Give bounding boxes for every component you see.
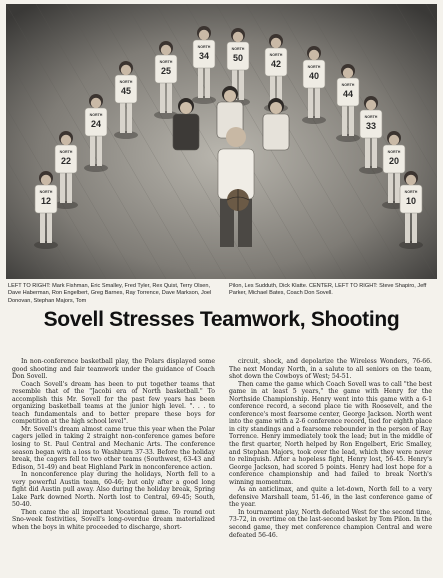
jersey-text: NORTH <box>341 83 355 87</box>
article-paragraph: As an anticlimax, and quite a let-down, North fell to a very defensive Marshall team, 51-46, in the last conference game of the year. <box>229 486 432 509</box>
jersey-number: 25 <box>160 66 172 76</box>
article-paragraph: In tournament play, North defeated West for the second time, 73-72, in overtime on the last-second basket by Tom Pilon. In the second game, they met conference champion Central and were defeated 56-46. <box>229 508 432 539</box>
jersey-number: 24 <box>90 119 102 129</box>
jersey-text: NORTH <box>364 115 378 119</box>
jersey-text: NORTH <box>197 45 211 49</box>
article-paragraph: Then came the all important Vocational game. To round out Sno-week festivities, Sovell's long-overdue dream materialized when the boys in white proceeded to discharge, short- <box>12 508 215 532</box>
photo-caption-left: LEFT TO RIGHT: Mark Fishman, Eric Smalley, Fred Tyler, Rex Quist, Terry Olsen, Dave Haberman, Ron Engelbert, Greg Barnes, Ray Torrence, Dave Markson, Joel Donovan, Stephan Majors, Tom <box>8 283 212 304</box>
jersey-number: 50 <box>232 53 244 63</box>
jersey-text: NORTH <box>39 190 53 194</box>
article-column-right <box>229 358 432 539</box>
jersey-number: 40 <box>308 71 320 81</box>
jersey-number: 33 <box>365 121 377 131</box>
jersey-text: NORTH <box>231 47 245 51</box>
jersey-number: 45 <box>120 86 132 96</box>
jersey-text: NORTH <box>89 113 103 117</box>
jersey-text: NORTH <box>387 150 401 154</box>
article-column-left <box>12 358 215 532</box>
article-headline: Sovell Stresses Teamwork, Shooting <box>43 308 400 331</box>
jersey-number: 20 <box>388 156 400 166</box>
article-paragraph: circuit, shock, and depolarize the Wireless Wonders, 76-66. The next Monday North, in a salute to all seniors on the team, shot down the Cowboys of West; 54-51. <box>229 358 432 381</box>
team-photo-illustration <box>6 4 437 279</box>
jersey-number: 22 <box>60 156 72 166</box>
jersey-number: 12 <box>40 196 52 206</box>
photo-caption-right: Pilon, Les Sudduth, Dick Klatte. CENTER, LEFT TO RIGHT: Steve Shapiro, Jeff Parker, Michael Bates, Coach Don Sovell. <box>229 283 427 297</box>
jersey-number: 10 <box>405 196 417 206</box>
jersey-text: NORTH <box>159 60 173 64</box>
jersey-number: 34 <box>198 51 210 61</box>
article-paragraph: Coach Sovell's dream has been to put together teams that resemble that of the "Jacobi era of North basketball." To accomplish this Mr. Sovell for the past few years has been organizing basketball teams at the junior high level. ". . . to teach fundamentals and to better prepare these boys for competition at the high school level". <box>12 380 215 426</box>
jersey-text: NORTH <box>307 65 321 69</box>
jersey-number: 42 <box>270 59 282 69</box>
jersey-text: NORTH <box>119 80 133 84</box>
article-paragraph: Then came the game which Coach Sovell was to call "the best game in at least 5 years," the game with Henry for the Northside Championship. Henry went into this game with a 6-1 conference record, a second place tie with Roosevelt, and the conference's most fearsome center, George Jackson. North went into the game with a 2-6 conference record, tied for eighth place in city standings and a fearsome rebounder in the person of Ray Torrence. Henry immediately took the lead; but in the middle of the first quarter, North helped by Ron Engelbert, Eric Smalley, and Stephan Majors, took over the lead, which they were never to relinquish. After a hopeless fight, Henry lost, 56-45. Henry's George Jackson, had scored 5 points. Henry had lost hope for a conference championship and had failed to break North's winning momentum. <box>229 380 432 486</box>
jersey-text: NORTH <box>59 150 73 154</box>
article-paragraph: In nonconference play during the holidays, North fell to a very powerful Austin team, 60-46; but only after a good long fight did Austin pull away. Also during the holiday break, Spring Lake Park downed North. North lost to Central, 69-45; South, 50-40. <box>12 471 215 509</box>
jersey-text: NORTH <box>404 190 418 194</box>
team-photo <box>6 4 437 279</box>
jersey-number: 44 <box>342 89 354 99</box>
article-paragraph: In non-conference basketball play, the Polars displayed some good shooting and fair teamwork under the guidance of Coach Don Sovell. <box>12 358 215 381</box>
jersey-text: NORTH <box>269 53 283 57</box>
article-paragraph: Mr. Sovell's dream almost came true this year when the Polar cagers jelled in taking 2 straight non-conference games before losing to St. Paul Central and Mechanic Arts. The conference season began with a loss to Washburn 37-33. Before the holiday break, the cagers fell to two other teams (Southwest, 63-43 and Edison, 51-49) and beat Highland Park in nonconference action. <box>12 425 215 471</box>
